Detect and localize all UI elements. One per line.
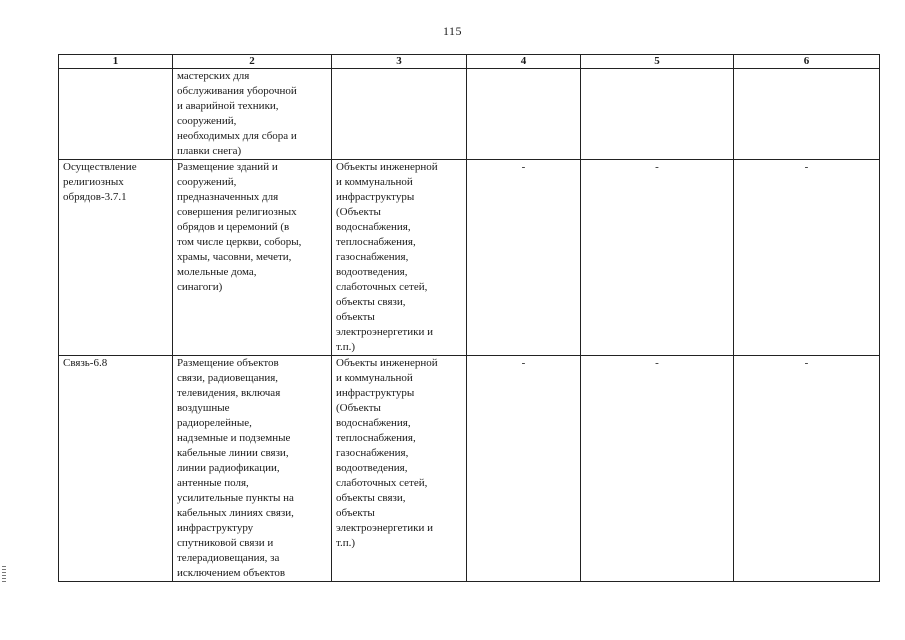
- cell-col6: [734, 69, 880, 160]
- cell-use-type: Осуществление религиозных обрядов-3.7.1: [59, 160, 173, 356]
- cell-col5: -: [581, 356, 734, 582]
- column-header-5: 5: [581, 55, 734, 69]
- column-header-2: 2: [173, 55, 332, 69]
- cell-col5: -: [581, 160, 734, 356]
- cell-description: Размещение зданий и сооружений, предназначенных для совершения религиозных обрядов и церемоний (в том числе церкви, соборы, храмы, часовни, мечети, молельные дома, синагоги): [173, 160, 332, 356]
- zoning-table: [58, 54, 880, 582]
- table-row: [59, 69, 880, 160]
- table-header-row: [59, 55, 880, 69]
- table-row: [59, 356, 880, 582]
- cell-col6: -: [734, 356, 880, 582]
- cell-use-type: [59, 69, 173, 160]
- cell-col4: -: [467, 160, 581, 356]
- cell-use-type: Связь-6.8: [59, 356, 173, 582]
- cell-auxiliary-uses: [332, 69, 467, 160]
- column-header-4: 4: [467, 55, 581, 69]
- cell-description: мастерских для обслуживания уборочной и аварийной техники, сооружений, необходимых для сбора и плавки снега): [173, 69, 332, 160]
- column-header-1: 1: [59, 55, 173, 69]
- cell-auxiliary-uses: Объекты инженерной и коммунальной инфраструктуры (Объекты водоснабжения, теплоснабжения, газоснабжения, водоотведения, слаботочных сетей, объекты связи, объекты электроэнергетики и т.п.): [332, 356, 467, 582]
- column-header-3: 3: [332, 55, 467, 69]
- cell-col6: -: [734, 160, 880, 356]
- column-header-6: 6: [734, 55, 880, 69]
- table-row: [59, 160, 880, 356]
- page-number: 115: [442, 24, 463, 38]
- cell-col5: [581, 69, 734, 160]
- cell-col4: -: [467, 356, 581, 582]
- cell-description: Размещение объектов связи, радиовещания, телевидения, включая воздушные радиорелейные, надземные и подземные кабельные линии связи, линии радиофикации, антенные поля, усилительные пункты на кабельных линиях связи, инфраструктуру спутниковой связи и телерадиовещания, за исключением объектов: [173, 356, 332, 582]
- cell-auxiliary-uses: Объекты инженерной и коммунальной инфраструктуры (Объекты водоснабжения, теплоснабжения, газоснабжения, водоотведения, слаботочных сетей, объекты связи, объекты электроэнергетики и т.п.): [332, 160, 467, 356]
- cell-col4: [467, 69, 581, 160]
- scan-edge-mark: [2, 566, 6, 584]
